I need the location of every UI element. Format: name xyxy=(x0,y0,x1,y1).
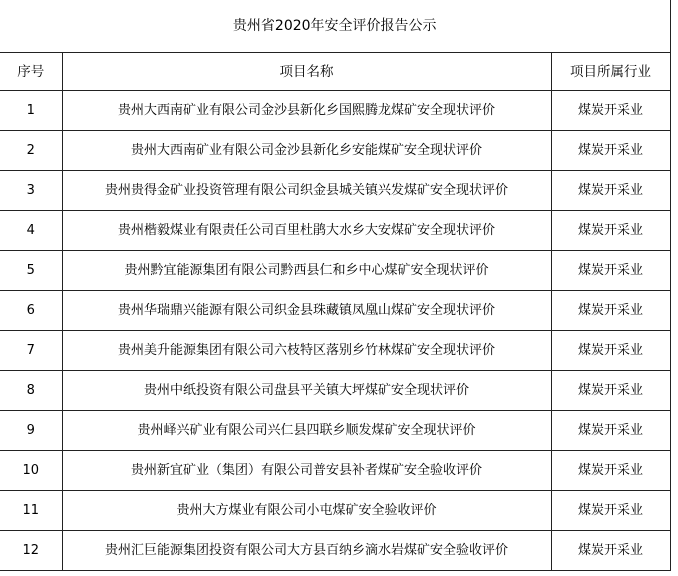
cell-project-name[interactable]: 贵州美升能源集团有限公司六枝特区落别乡竹林煤矿安全现状评价 xyxy=(62,331,551,371)
cell-no[interactable]: 8 xyxy=(0,371,62,411)
cell-project-name[interactable]: 贵州新宜矿业（集团）有限公司普安县补者煤矿安全验收评价 xyxy=(62,451,551,491)
cell-industry[interactable]: 煤炭开采业 xyxy=(551,331,670,371)
table-row xyxy=(0,211,670,251)
cell-industry[interactable]: 煤炭开采业 xyxy=(551,411,670,451)
table-row xyxy=(0,131,670,171)
cell-no[interactable]: 10 xyxy=(0,451,62,491)
cell-no[interactable]: 12 xyxy=(0,531,62,571)
cell-industry[interactable]: 煤炭开采业 xyxy=(551,211,670,251)
cell-project-name[interactable]: 贵州中纸投资有限公司盘县平关镇大坪煤矿安全现状评价 xyxy=(62,371,551,411)
cell-industry[interactable]: 煤炭开采业 xyxy=(551,531,670,571)
table-row xyxy=(0,171,670,211)
cell-industry[interactable]: 煤炭开采业 xyxy=(551,491,670,531)
cell-no[interactable]: 11 xyxy=(0,491,62,531)
header-cell-no[interactable]: 序号 xyxy=(0,53,62,91)
cell-no[interactable]: 2 xyxy=(0,131,62,171)
cell-project-name[interactable]: 贵州贵得金矿业投资管理有限公司织金县城关镇兴发煤矿安全现状评价 xyxy=(62,171,551,211)
cell-industry[interactable]: 煤炭开采业 xyxy=(551,451,670,491)
cell-no[interactable]: 9 xyxy=(0,411,62,451)
cell-project-name[interactable]: 贵州华瑞鼎兴能源有限公司织金县珠藏镇凤凰山煤矿安全现状评价 xyxy=(62,291,551,331)
cell-industry[interactable]: 煤炭开采业 xyxy=(551,91,670,131)
cell-project-name[interactable]: 贵州大西南矿业有限公司金沙县新化乡国熙腾龙煤矿安全现状评价 xyxy=(62,91,551,131)
table-row xyxy=(0,531,670,571)
cell-project-name[interactable]: 贵州楷毅煤业有限责任公司百里杜鹃大水乡大安煤矿安全现状评价 xyxy=(62,211,551,251)
cell-project-name[interactable]: 贵州黔宜能源集团有限公司黔西县仁和乡中心煤矿安全现状评价 xyxy=(62,251,551,291)
table-row xyxy=(0,291,670,331)
table-row xyxy=(0,331,670,371)
cell-no[interactable]: 6 xyxy=(0,291,62,331)
cell-no[interactable]: 3 xyxy=(0,171,62,211)
table-row xyxy=(0,91,670,131)
report-title[interactable]: 贵州省2020年安全评价报告公示 xyxy=(0,0,670,53)
header-cell-name[interactable]: 项目名称 xyxy=(62,53,551,91)
cell-no[interactable]: 7 xyxy=(0,331,62,371)
cell-industry[interactable]: 煤炭开采业 xyxy=(551,171,670,211)
cell-no[interactable]: 4 xyxy=(0,211,62,251)
table-row xyxy=(0,411,670,451)
cell-no[interactable]: 1 xyxy=(0,91,62,131)
cell-project-name[interactable]: 贵州大方煤业有限公司小屯煤矿安全验收评价 xyxy=(62,491,551,531)
table-row xyxy=(0,371,670,411)
title-row xyxy=(0,0,670,53)
cell-project-name[interactable]: 贵州汇巨能源集团投资有限公司大方县百纳乡滴水岩煤矿安全验收评价 xyxy=(62,531,551,571)
cell-industry[interactable]: 煤炭开采业 xyxy=(551,291,670,331)
cell-project-name[interactable]: 贵州大西南矿业有限公司金沙县新化乡安能煤矿安全现状评价 xyxy=(62,131,551,171)
cell-industry[interactable]: 煤炭开采业 xyxy=(551,371,670,411)
cell-industry[interactable]: 煤炭开采业 xyxy=(551,131,670,171)
header-row xyxy=(0,53,670,91)
cell-no[interactable]: 5 xyxy=(0,251,62,291)
table-row xyxy=(0,451,670,491)
cell-industry[interactable]: 煤炭开采业 xyxy=(551,251,670,291)
header-cell-industry[interactable]: 项目所属行业 xyxy=(551,53,670,91)
cell-project-name[interactable]: 贵州峄兴矿业有限公司兴仁县四联乡顺发煤矿安全现状评价 xyxy=(62,411,551,451)
table-row xyxy=(0,251,670,291)
table-row xyxy=(0,491,670,531)
